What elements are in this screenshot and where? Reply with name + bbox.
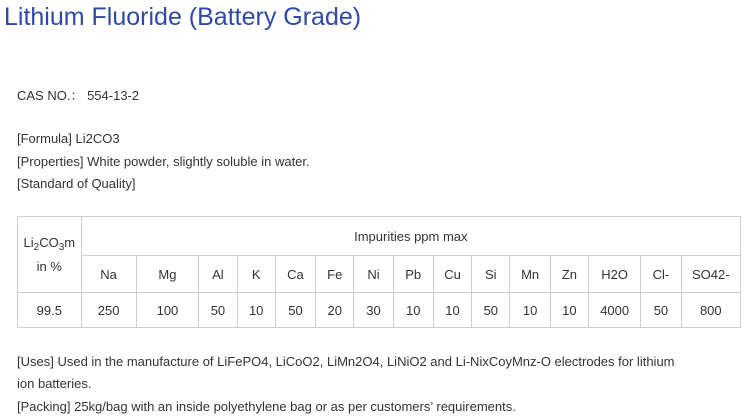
cas-number: CAS NO.： 554-13-2	[17, 88, 140, 103]
impurity-value-cell: 4000	[589, 293, 641, 328]
impurity-value-cell: 10	[433, 293, 471, 328]
impurity-value-cell: 50	[199, 293, 237, 328]
uses-line-continued: ion batteries.	[17, 376, 92, 391]
impurities-header-cell: Impurities ppm max	[81, 217, 740, 256]
standard-of-quality-line: [Standard of Quality]	[17, 176, 136, 191]
element-header-cell: Ca	[275, 256, 315, 293]
element-header-cell: Zn	[550, 256, 588, 293]
impurity-value-cell: 10	[237, 293, 275, 328]
packing-line: [Packing] 25kg/bag with an inside polyethylene bag or as per customers’ requirements.	[17, 399, 516, 414]
impurity-value-cell: 50	[641, 293, 681, 328]
element-header-cell: Si	[472, 256, 510, 293]
impurity-value-cell: 50	[472, 293, 510, 328]
element-header-cell: Al	[199, 256, 237, 293]
purity-value-cell: 99.5	[18, 293, 82, 328]
impurity-value-cell: 250	[81, 293, 136, 328]
element-header-cell: Na	[81, 256, 136, 293]
values-row	[18, 293, 741, 328]
uses-line: [Uses] Used in the manufacture of LiFePO4, LiCoO2, LiMn2O4, LiNiO2 and Li-NixCoyMnz-O electrodes for lithium	[17, 354, 675, 369]
formula-line: [Formula] Li2CO3	[17, 131, 120, 146]
impurity-value-cell: 800	[681, 293, 740, 328]
element-header-cell: Fe	[316, 256, 354, 293]
purity-header-cell	[18, 217, 82, 293]
element-names-row	[18, 256, 741, 293]
properties-line: [Properties] White powder, slightly soluble in water.	[17, 154, 310, 169]
page-title: Lithium Fluoride (Battery Grade)	[4, 3, 362, 31]
impurity-value-cell: 10	[550, 293, 588, 328]
element-header-cell: Mn	[510, 256, 550, 293]
purity-header-formula: $Li_2CO_3m$	[23, 234, 76, 253]
element-header-cell: Mg	[136, 256, 199, 293]
impurity-value-cell: 10	[510, 293, 550, 328]
impurity-value-cell: 10	[393, 293, 433, 328]
element-header-cell: Ni	[354, 256, 393, 293]
element-header-cell: Cl-	[641, 256, 681, 293]
impurity-value-cell: 20	[316, 293, 354, 328]
impurity-value-cell: 100	[136, 293, 199, 328]
element-header-cell: H2O	[589, 256, 641, 293]
element-header-cell: Pb	[393, 256, 433, 293]
quality-spec-table	[17, 216, 741, 328]
table-header-row	[18, 217, 741, 256]
purity-header-unit: in %	[36, 258, 62, 274]
impurity-value-cell: 50	[275, 293, 315, 328]
impurity-value-cell: 30	[354, 293, 393, 328]
element-header-cell: K	[237, 256, 275, 293]
element-header-cell: Cu	[433, 256, 471, 293]
element-header-cell: SO42-	[681, 256, 740, 293]
